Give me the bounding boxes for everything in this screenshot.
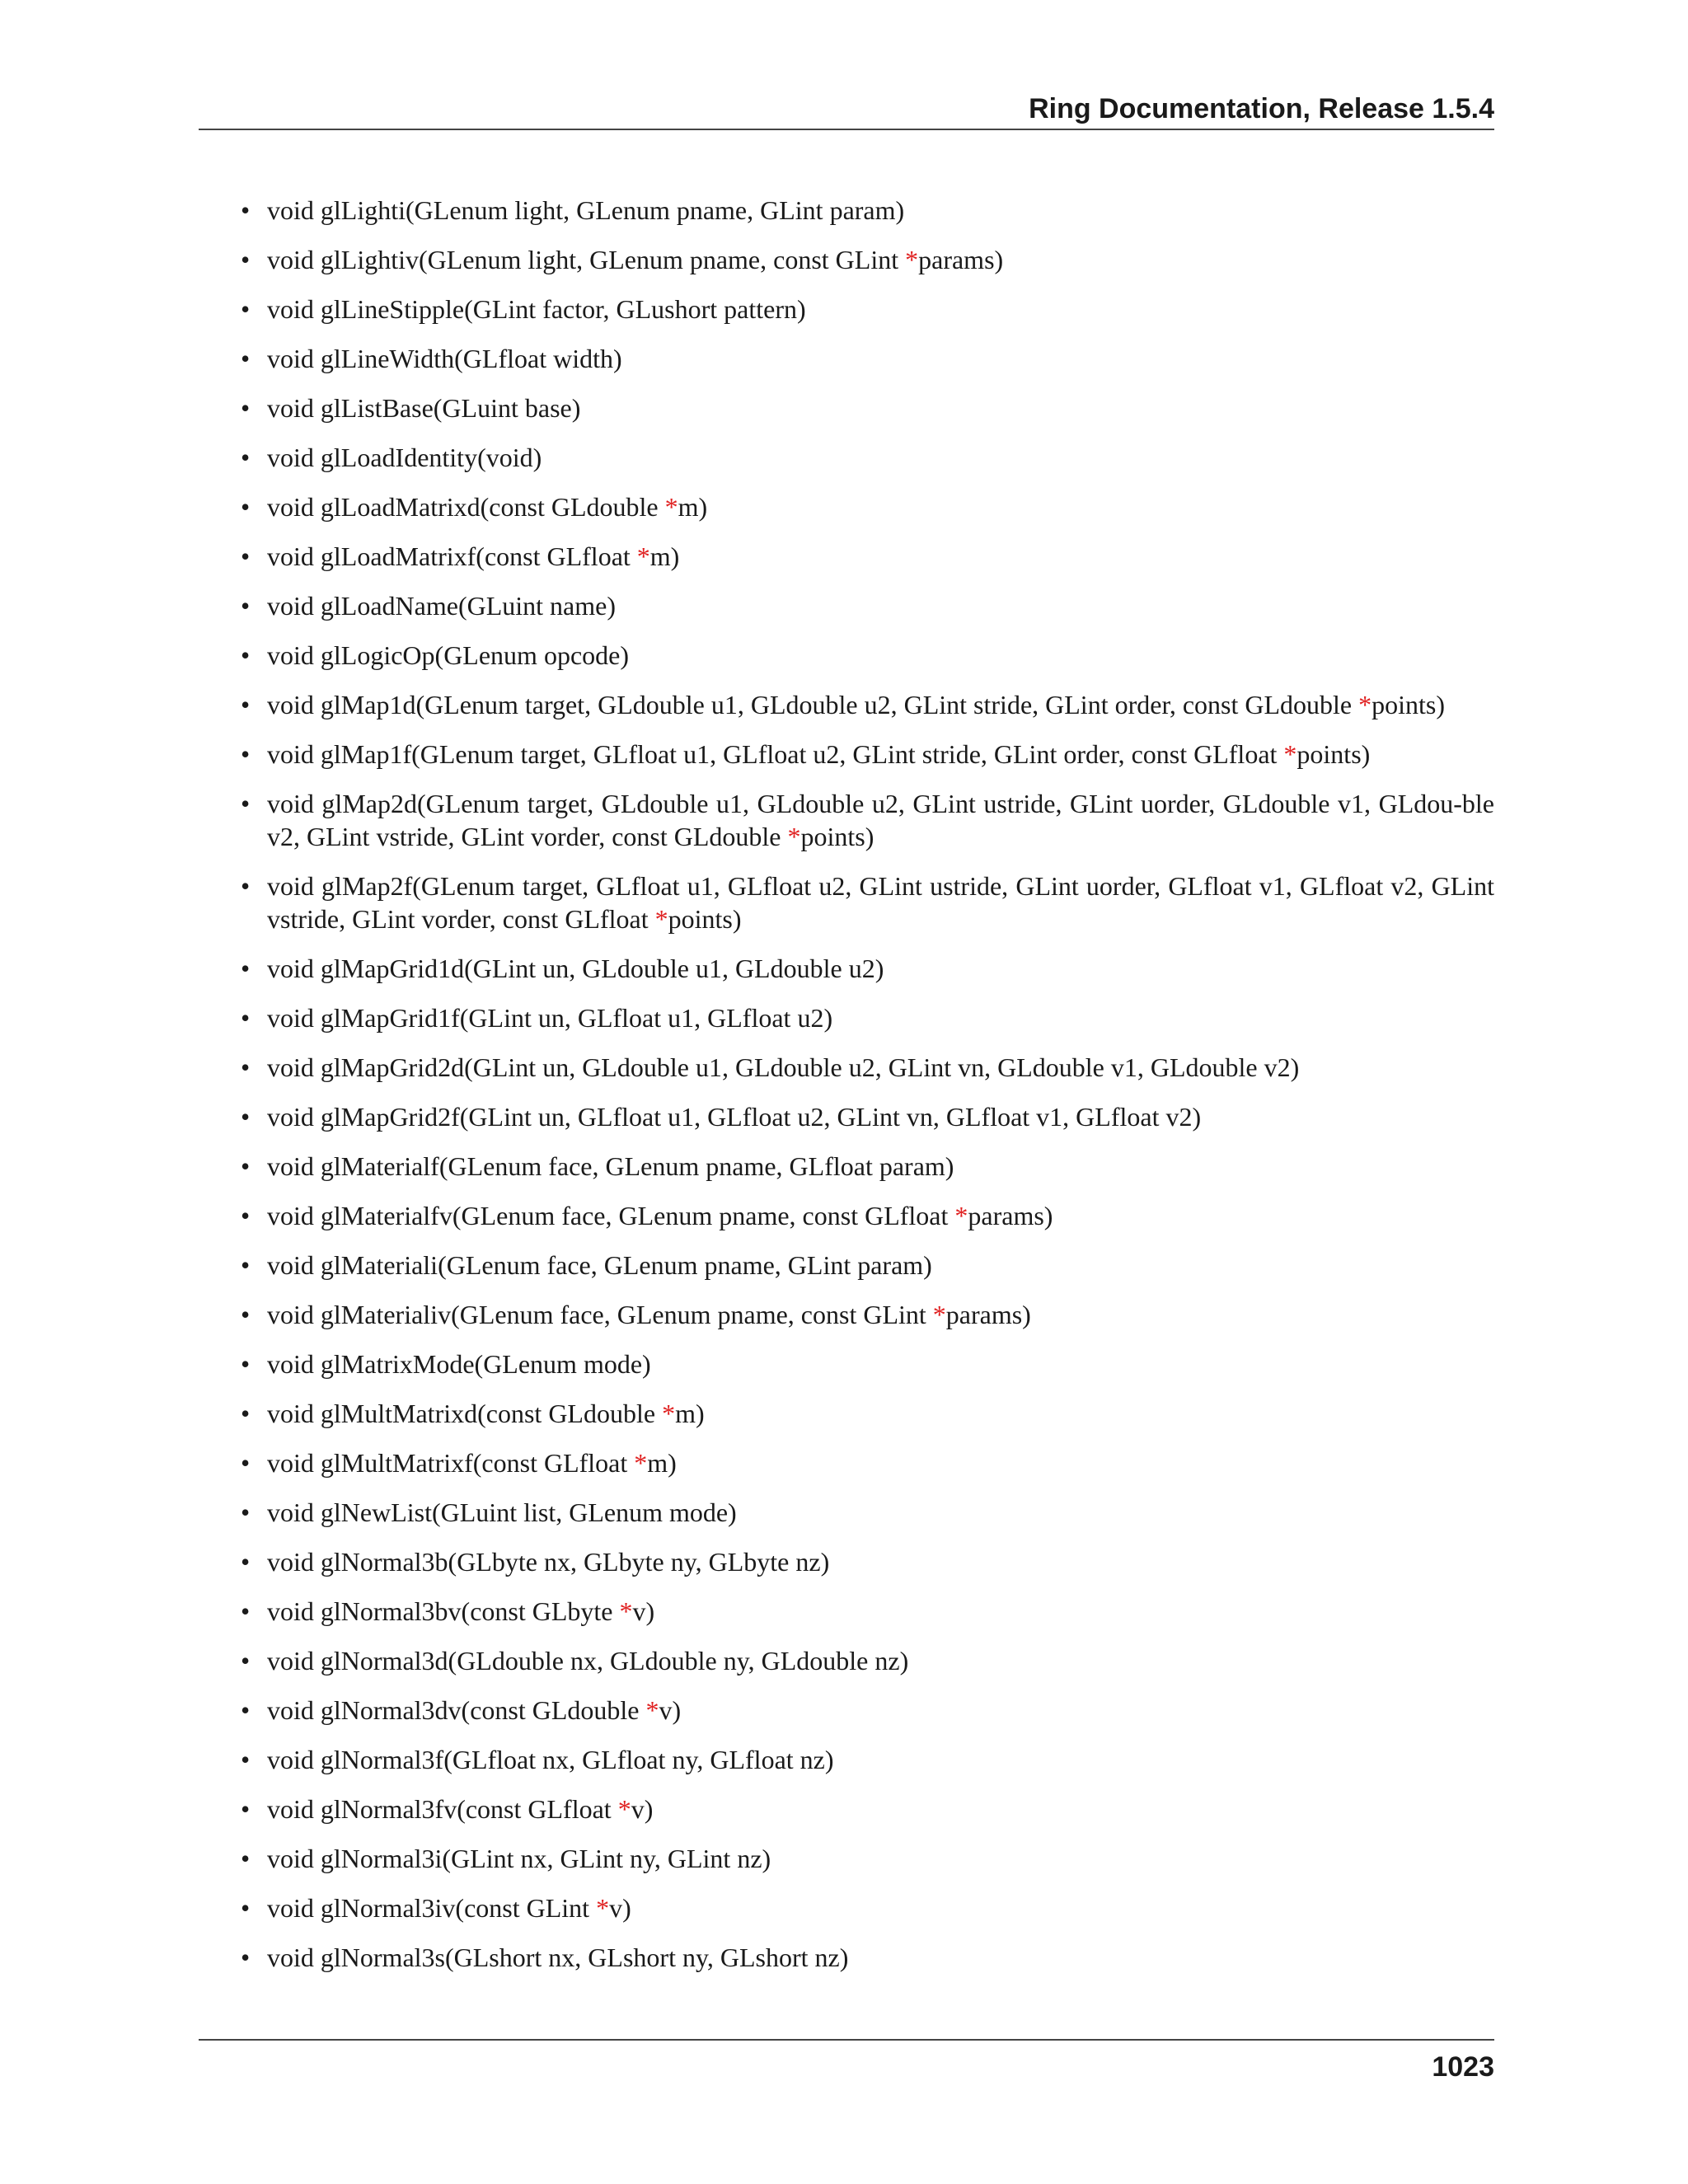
function-signature: void glLogicOp(GLenum opcode)	[267, 640, 629, 670]
function-signature-item	[241, 540, 1494, 573]
function-signature: void glNormal3iv(const GLint *v)	[267, 1893, 631, 1923]
function-signature: void glMapGrid2d(GLint un, GLdouble u1, GLdouble u2, GLint vn, GLdouble v1, GLdouble v2)	[267, 1052, 1300, 1082]
function-signature: void glMultMatrixf(const GLfloat *m)	[267, 1448, 677, 1478]
function-signature-item	[241, 441, 1494, 474]
function-signature-item	[241, 490, 1494, 523]
function-signature: void glNormal3d(GLdouble nx, GLdouble ny, GLdouble nz)	[267, 1646, 909, 1675]
function-signature: void glLighti(GLenum light, GLenum pname, GLint param)	[267, 195, 905, 225]
function-signature-item	[241, 1446, 1494, 1479]
page-footer	[199, 2039, 1494, 2090]
function-signature: void glNormal3s(GLshort nx, GLshort ny, GLshort nz)	[267, 1943, 849, 1972]
function-signature-item	[241, 1694, 1494, 1727]
function-signature-item	[241, 1397, 1494, 1430]
bullet-icon: •	[241, 1399, 251, 1428]
function-signature-item	[241, 391, 1494, 424]
bullet-icon: •	[241, 871, 251, 901]
page-header	[199, 89, 1494, 130]
function-signature: void glLineStipple(GLint factor, GLushort pattern)	[267, 294, 806, 324]
pointer-asterisk: *	[954, 1201, 968, 1230]
function-signature-item	[241, 293, 1494, 326]
bullet-icon: •	[241, 690, 251, 719]
pointer-asterisk: *	[636, 541, 650, 571]
function-signature-item	[241, 589, 1494, 622]
function-signature-item	[241, 1496, 1494, 1529]
function-signature-item	[241, 1842, 1494, 1875]
bullet-icon: •	[241, 1893, 251, 1923]
bullet-icon: •	[241, 591, 251, 621]
bullet-icon: •	[241, 1844, 251, 1873]
function-signature: void glNormal3i(GLint nx, GLint ny, GLint nz)	[267, 1844, 771, 1873]
pointer-asterisk: *	[619, 1596, 633, 1626]
function-signature-item	[241, 1595, 1494, 1628]
function-signature: void glMap1d(GLenum target, GLdouble u1, GLdouble u2, GLint stride, GLint order, const GLdouble *points)	[267, 690, 1445, 719]
function-signature-item	[241, 1249, 1494, 1282]
bullet-icon: •	[241, 954, 251, 983]
function-signature-item	[241, 688, 1494, 721]
function-signature-item	[241, 869, 1494, 935]
bullet-icon: •	[241, 1102, 251, 1132]
bullet-icon: •	[241, 1349, 251, 1379]
function-signature: void glMapGrid1d(GLint un, GLdouble u1, GLdouble u2)	[267, 954, 884, 983]
function-signature: void glMaterialiv(GLenum face, GLenum pname, const GLint *params)	[267, 1300, 1031, 1329]
bullet-icon: •	[241, 1151, 251, 1181]
pointer-asterisk: *	[664, 492, 678, 522]
function-signature-item	[241, 639, 1494, 672]
bullet-icon: •	[241, 1596, 251, 1626]
bullet-icon: •	[241, 1695, 251, 1725]
function-signature-item	[241, 1347, 1494, 1380]
function-signature-item	[241, 1793, 1494, 1825]
function-signature-item	[241, 787, 1494, 853]
bullet-icon: •	[241, 195, 251, 225]
bullet-icon: •	[241, 344, 251, 373]
function-signature-item	[241, 342, 1494, 375]
bullet-icon: •	[241, 1646, 251, 1675]
function-signature: void glLoadName(GLuint name)	[267, 591, 616, 621]
function-signature: void glMap2f(GLenum target, GLfloat u1, GLfloat u2, GLint ustride, GLint uorder, GLfloat v1, GLfloat v2, GLint vstride, GLint vorder, const GLfloat *points)	[267, 871, 1494, 934]
bullet-icon: •	[241, 245, 251, 274]
bullet-icon: •	[241, 1794, 251, 1824]
function-list-container	[241, 194, 1494, 1990]
function-signature: void glMateriali(GLenum face, GLenum pname, GLint param)	[267, 1250, 932, 1280]
bullet-icon: •	[241, 1052, 251, 1082]
bullet-icon: •	[241, 1250, 251, 1280]
function-signature: void glLoadMatrixf(const GLfloat *m)	[267, 541, 680, 571]
function-signature: void glMatrixMode(GLenum mode)	[267, 1349, 651, 1379]
bullet-icon: •	[241, 1300, 251, 1329]
bullet-icon: •	[241, 541, 251, 571]
function-signature-item	[241, 1941, 1494, 1974]
function-signature-item	[241, 1743, 1494, 1776]
pointer-asterisk: *	[654, 904, 668, 934]
function-signature: void glMapGrid1f(GLint un, GLfloat u1, GLfloat u2)	[267, 1003, 833, 1033]
function-signature-item	[241, 952, 1494, 985]
function-list	[241, 194, 1494, 1974]
function-signature: void glLineWidth(GLfloat width)	[267, 344, 622, 373]
pointer-asterisk: *	[617, 1794, 631, 1824]
function-signature: void glNormal3dv(const GLdouble *v)	[267, 1695, 682, 1725]
pointer-asterisk: *	[662, 1399, 676, 1428]
bullet-icon: •	[241, 1497, 251, 1527]
function-signature-item	[241, 194, 1494, 227]
function-signature: void glMapGrid2f(GLint un, GLfloat u1, GLfloat u2, GLint vn, GLfloat v1, GLfloat v2)	[267, 1102, 1202, 1132]
bullet-icon: •	[241, 640, 251, 670]
pointer-asterisk: *	[787, 822, 801, 851]
bullet-icon: •	[241, 1943, 251, 1972]
function-signature: void glNewList(GLuint list, GLenum mode)	[267, 1497, 737, 1527]
function-signature: void glMaterialfv(GLenum face, GLenum pname, const GLfloat *params)	[267, 1201, 1053, 1230]
function-signature-item	[241, 1001, 1494, 1034]
function-signature-item	[241, 1644, 1494, 1677]
pointer-asterisk: *	[905, 245, 919, 274]
function-signature: void glLoadIdentity(void)	[267, 443, 542, 472]
function-signature-item	[241, 1150, 1494, 1183]
pointer-asterisk: *	[932, 1300, 946, 1329]
bullet-icon: •	[241, 1003, 251, 1033]
pointer-asterisk: *	[1283, 739, 1297, 769]
bullet-icon: •	[241, 1547, 251, 1577]
bullet-icon: •	[241, 789, 251, 818]
function-signature: void glNormal3b(GLbyte nx, GLbyte ny, GLbyte nz)	[267, 1547, 830, 1577]
bullet-icon: •	[241, 1745, 251, 1774]
bullet-icon: •	[241, 443, 251, 472]
function-signature-item	[241, 1545, 1494, 1578]
function-signature-item	[241, 1298, 1494, 1331]
function-signature: void glMaterialf(GLenum face, GLenum pname, GLfloat param)	[267, 1151, 954, 1181]
bullet-icon: •	[241, 492, 251, 522]
bullet-icon: •	[241, 1201, 251, 1230]
function-signature: void glLoadMatrixd(const GLdouble *m)	[267, 492, 708, 522]
function-signature-item	[241, 738, 1494, 771]
function-signature: void glListBase(GLuint base)	[267, 393, 581, 423]
pointer-asterisk: *	[634, 1448, 648, 1478]
function-signature: void glNormal3fv(const GLfloat *v)	[267, 1794, 654, 1824]
page-number: 1023	[1432, 2051, 1494, 2083]
function-signature: void glMap2d(GLenum target, GLdouble u1, GLdouble u2, GLint ustride, GLint uorder, GLdouble v1, GLdou-ble v2, GLint vstride, GLint vorder, const GLdouble *points)	[267, 789, 1494, 851]
function-signature: void glLightiv(GLenum light, GLenum pname, const GLint *params)	[267, 245, 1004, 274]
function-signature: void glMap1f(GLenum target, GLfloat u1, GLfloat u2, GLint stride, GLint order, const GLfloat *points)	[267, 739, 1371, 769]
pointer-asterisk: *	[596, 1893, 610, 1923]
document-title: Ring Documentation, Release 1.5.4	[1029, 93, 1494, 124]
bullet-icon: •	[241, 1448, 251, 1478]
bullet-icon: •	[241, 739, 251, 769]
function-signature-item	[241, 243, 1494, 276]
bullet-icon: •	[241, 393, 251, 423]
pointer-asterisk: *	[645, 1695, 659, 1725]
function-signature-item	[241, 1051, 1494, 1084]
function-signature-item	[241, 1891, 1494, 1924]
pointer-asterisk: *	[1358, 690, 1372, 719]
function-signature: void glNormal3f(GLfloat nx, GLfloat ny, GLfloat nz)	[267, 1745, 834, 1774]
function-signature: void glMultMatrixd(const GLdouble *m)	[267, 1399, 705, 1428]
function-signature-item	[241, 1100, 1494, 1133]
function-signature: void glNormal3bv(const GLbyte *v)	[267, 1596, 655, 1626]
function-signature-item	[241, 1199, 1494, 1232]
bullet-icon: •	[241, 294, 251, 324]
